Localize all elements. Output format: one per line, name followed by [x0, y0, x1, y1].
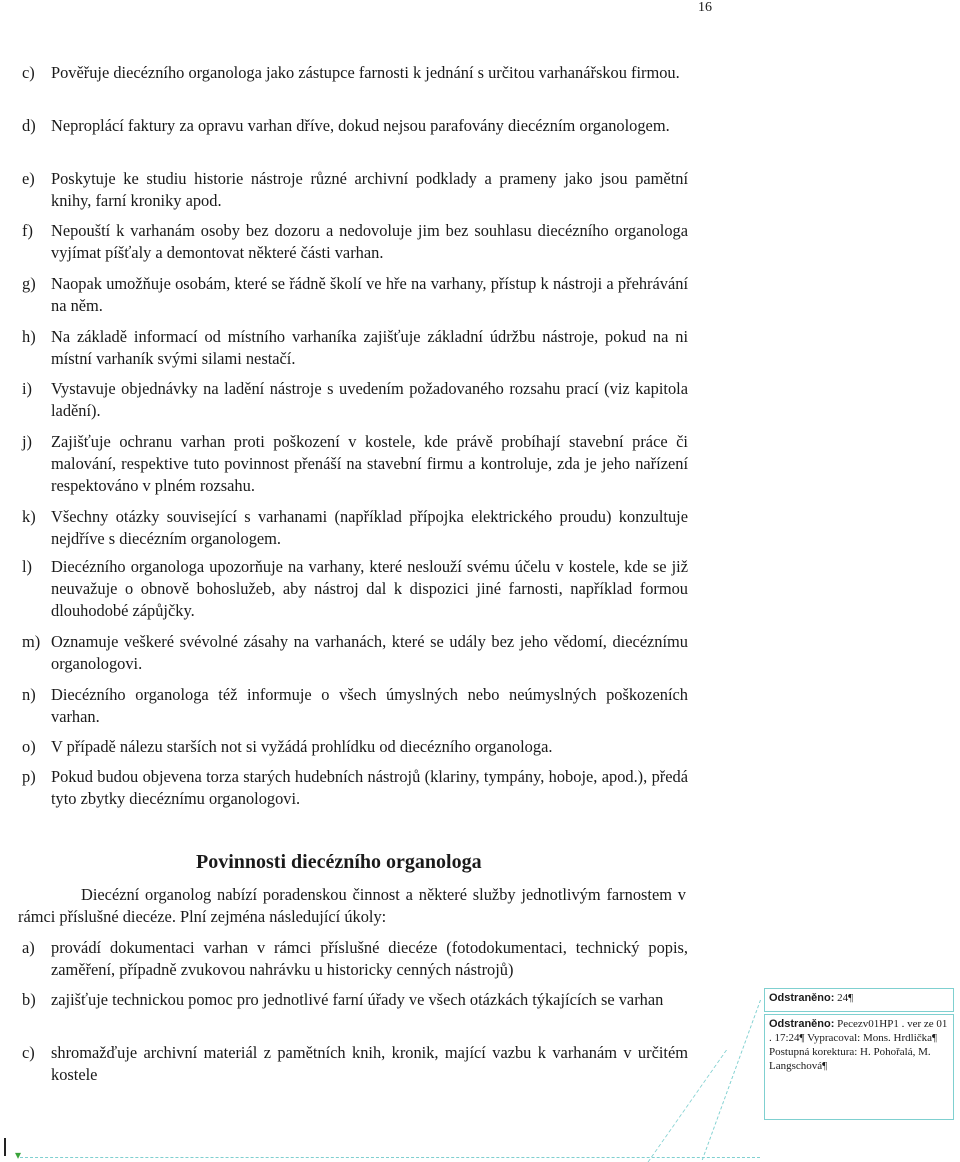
comment-connector: [702, 1000, 761, 1160]
list-item-label: g): [22, 274, 36, 293]
list-item: [0, 168, 688, 212]
list-item-text: Diecézního organologa upozorňuje na varhany, které neslouží svému účelu v kostele, kde se již neuvažuje o obnově bohoslužeb, aby nástroj dal k dispozici jiné farnosti, například formou dlouhodobé zápůjčky.: [51, 557, 688, 620]
list-item-text: zajišťuje technickou pomoc pro jednotlivé farní úřady ve všech otázkách týkajících se varhan: [51, 990, 664, 1009]
page-number: 16: [698, 0, 712, 15]
change-bar: [4, 1138, 6, 1156]
list-item-label: p): [22, 767, 36, 786]
list-item: [0, 989, 688, 1011]
list-item: [0, 506, 688, 550]
list-item-text: Neproplácí faktury za opravu varhan dříve, dokud nejsou parafovány diecézním organologem.: [51, 116, 670, 135]
list-item: [0, 273, 688, 317]
list-item-text: Zajišťuje ochranu varhan proti poškození v kostele, kde právě probíhají stavební práce či malování, respektive tuto povinnost přenáší na stavební firmu a kontroluje, zda je jeho nařízení respektováno v plném rozsahu.: [51, 432, 688, 495]
list-item: [0, 631, 688, 675]
list-item-label: j): [22, 432, 33, 451]
list-item-text: V případě nálezu starších not si vyžádá prohlídku od diecézního organologa.: [51, 737, 553, 756]
list-item-label: b): [22, 990, 36, 1009]
list-item-label: o): [22, 737, 36, 756]
list-item-text: Diecézního organologa též informuje o všech úmyslných nebo neúmyslných poškozeních varhan.: [51, 685, 688, 726]
list-item-label: d): [22, 116, 36, 135]
comment-text: Pecezv01HP1 . ver ze 01 . 17:24¶ Vypracoval: Mons. Hrdlička¶ Postupná korektura: H. Pohořalá, M. Langschová¶: [769, 1018, 948, 1072]
list-item-text: Poskytuje ke studiu historie nástroje různé archivní podklady a prameny jako jsou pamětní knihy, farní kroniky apod.: [51, 169, 688, 210]
list-item: [0, 684, 688, 728]
list-item: [0, 115, 688, 137]
list-item-label: h): [22, 327, 36, 346]
section-intro: Diecézní organolog nabízí poradenskou činnost a některé služby jednotlivým farnostem v rámci příslušné diecéze. Plní zejména následující úkoly:: [18, 885, 686, 926]
section-heading: Povinnosti diecézního organologa: [196, 851, 482, 873]
list-item-label: a): [22, 938, 35, 957]
list-item-label: c): [22, 1043, 35, 1062]
list-item-text: Nepouští k varhanám osoby bez dozoru a nedovoluje jim bez souhlasu diecézního organologa vyjímat píšťaly a demontovat některé části varhan.: [51, 221, 688, 262]
comment-text: 24¶: [837, 992, 854, 1004]
comment-connector: [20, 1157, 760, 1158]
list-item-label: f): [22, 221, 33, 240]
list-item-label: k): [22, 507, 36, 526]
list-item-label: m): [22, 632, 41, 651]
list-item-text: Oznamuje veškeré svévolné zásahy na varhanách, které se udály bez jeho vědomí, diecéznímu organologovi.: [51, 632, 688, 673]
list-item-label: n): [22, 685, 36, 704]
list-item: [0, 62, 688, 84]
list-item-label: l): [22, 557, 33, 576]
comment-label: Odstraněno:: [769, 992, 835, 1004]
list-item-text: Pověřuje diecézního organologa jako zástupce farnosti k jednání s určitou varhanářskou firmou.: [51, 63, 680, 82]
list-item: [0, 736, 688, 758]
list-item: [0, 378, 688, 422]
list-item-label: i): [22, 379, 33, 398]
comment-label: Odstraněno:: [769, 1018, 835, 1030]
list-item: [0, 220, 688, 264]
list-item-label: e): [22, 169, 35, 188]
revision-comment-balloon[interactable]: [764, 988, 954, 1012]
insertion-marker-icon: ▾: [15, 1148, 22, 1162]
list-item-label: c): [22, 63, 35, 82]
list-item: [0, 766, 688, 810]
list-item-text: Všechny otázky související s varhanami (například přípojka elektrického proudu) konzultuje nejdříve s diecézním organologem.: [51, 507, 688, 548]
list-item: [0, 1042, 688, 1086]
list-item-text: provádí dokumentaci varhan v rámci příslušné diecéze (fotodokumentaci, technický popis, zaměření, případně zvukovou nahrávku u historicky cenných nástrojů): [51, 938, 688, 979]
list-item: [0, 937, 688, 981]
revision-comment-balloon[interactable]: [764, 1014, 954, 1120]
list-item: [0, 326, 688, 370]
list-item-text: Vystavuje objednávky na ladění nástroje s uvedením požadovaného rozsahu prací (viz kapitola ladění).: [51, 379, 688, 420]
list-item-text: shromažďuje archivní materiál z pamětních knih, kronik, mající vazbu k varhanám v určitém kostele: [51, 1043, 688, 1084]
list-item: [0, 556, 688, 622]
list-item-text: Pokud budou objevena torza starých hudebních nástrojů (klariny, tympány, hoboje, apod.), předá tyto zbytky diecéznímu organologovi.: [51, 767, 688, 808]
list-item-text: Naopak umožňuje osobám, které se řádně školí ve hře na varhany, přístup k nástroji a přehrávání na něm.: [51, 274, 688, 315]
list-item-text: Na základě informací od místního varhaníka zajišťuje základní údržbu nástroje, pokud na ni místní varhaník svými silami nestačí.: [51, 327, 688, 368]
list-item: [0, 431, 688, 497]
